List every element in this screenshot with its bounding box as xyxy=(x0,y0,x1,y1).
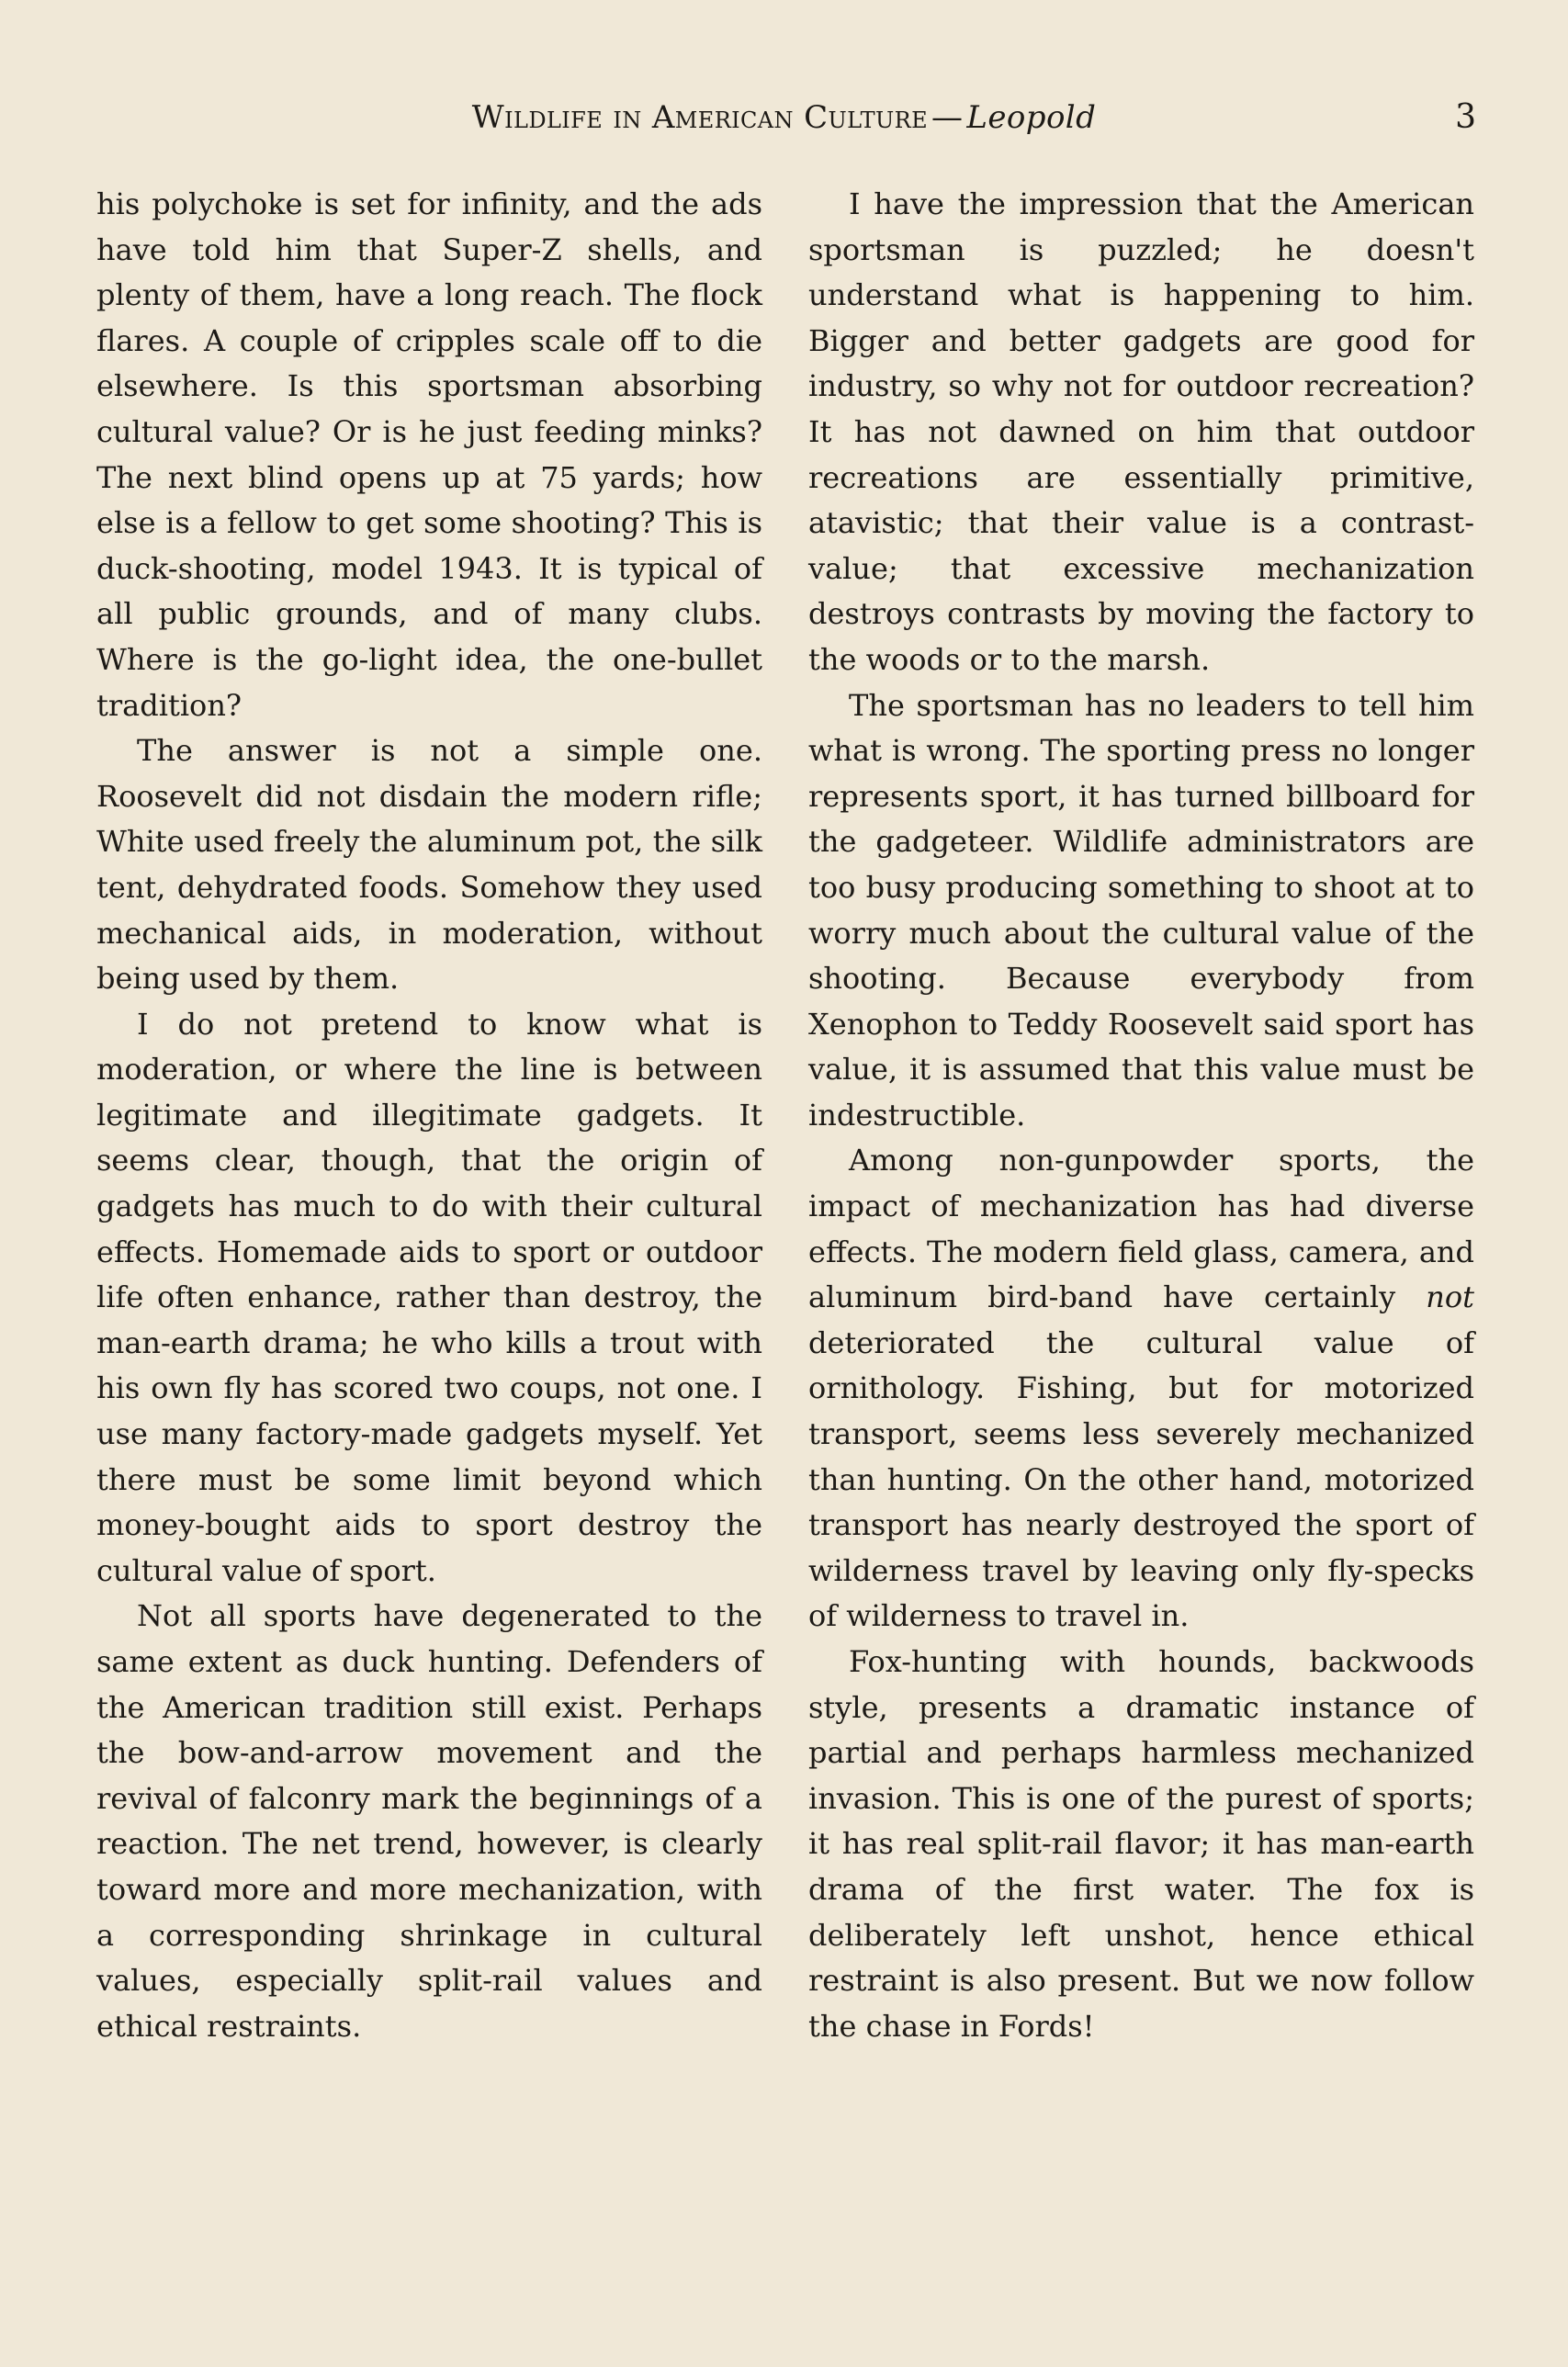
right-paragraph-3-after: deteriorated the cultural value of ornithology. Fishing, but for motorized transport, seems less severely mechanized than hunting. On the other hand, motorized transport has nearly destroyed the sport of wilderness travel by leaving only fly-specks of wilderness to travel in. xyxy=(808,1324,1474,1634)
left-paragraph-4: Not all sports have degenerated to the same extent as duck hunting. Defenders of the American tradition still exist. Perhaps the bow-and-arrow movement and the revival of falconry mark the beginnings of a reaction. The net trend, however, is clearly toward more and more mechanization, with a corresponding shrinkage in cultural values, especially split-rail values and ethical restraints. xyxy=(96,1598,762,2044)
right-paragraph-3-before: Among non-gunpowder sports, the impact of mechanization has had diverse effects. The modern field glass, camera, and aluminum bird-band have certainly xyxy=(808,1143,1474,1315)
running-separator: — xyxy=(931,99,964,136)
left-paragraph-3: I do not pretend to know what is moderation, or where the line is between legitimate and illegitimate gadgets. It seems clear, though, that the origin of gadgets has much to do with their cultural effects. Homemade aids to sport or outdoor life often enhance, rather than destroy, the man-earth drama; he who kills a trout with his own fly has scored two coups, not one. I use many factory-made gadgets myself. Yet there must be some limit beyond which money-bought aids to sport destroy the cultural value of sport. xyxy=(96,1006,762,1588)
right-paragraph-4: Fox-hunting with hounds, backwoods style, presents a dramatic instance of partial and perhaps harmless mechanized invasion. This is one of the purest of sports; it has real split-rail flavor; it has man-earth drama of the first water. The fox is deliberately left unshot, hence ethical restraint is also present. But we now follow the chase in Fords! xyxy=(808,1644,1474,2044)
running-author: Leopold xyxy=(966,99,1097,136)
right-column xyxy=(808,182,1474,2049)
right-paragraph-2: The sportsman has no leaders to tell him what is wrong. The sporting press no longer represents sport, it has turned billboard for the gadgeteer. Wildlife administrators are too busy producing something to shoot at to worry much about the cultural value of the shooting. Because everybody from Xenophon to Teddy Roosevelt said sport has value, it is assumed that this value must be indestructible. xyxy=(808,687,1474,1133)
running-head xyxy=(96,90,1472,145)
page-number: 3 xyxy=(1455,98,1476,136)
right-paragraph-3 xyxy=(808,1138,1474,1640)
left-paragraph-1: his polychoke is set for infinity, and the ads have told him that Super-Z shells, and plenty of them, have a long reach. The flock flares. A couple of cripples scale off to die elsewhere. Is this sportsman absorbing cultural value? Or is he just feeding minks? The next blind opens up at 75 yards; how else is a fellow to get some shooting? This is duck-shooting, model 1943. It is typical of all public grounds, and of many clubs. Where is the go-light idea, the one-bullet tradition? xyxy=(96,186,762,723)
left-column xyxy=(96,182,762,2049)
right-paragraph-1: I have the impression that the American sportsman is puzzled; he doesn't understand what is happening to him. Bigger and better gadgets are good for industry, so why not for outdoor recreation? It has not dawned on him that outdoor recreations are essentially primitive, atavistic; that their value is a contrast-value; that excessive mechanization destroys contrasts by moving the factory to the woods or to the marsh. xyxy=(808,186,1474,677)
left-paragraph-2: The answer is not a simple one. Roosevelt did not disdain the modern rifle; White used freely the aluminum pot, the silk tent, dehydrated foods. Somehow they used mechanical aids, in moderation, without being used by them. xyxy=(96,733,762,997)
right-paragraph-3-emphasis: not xyxy=(1426,1279,1474,1315)
running-title: Wildlife in American Culture xyxy=(471,99,928,136)
